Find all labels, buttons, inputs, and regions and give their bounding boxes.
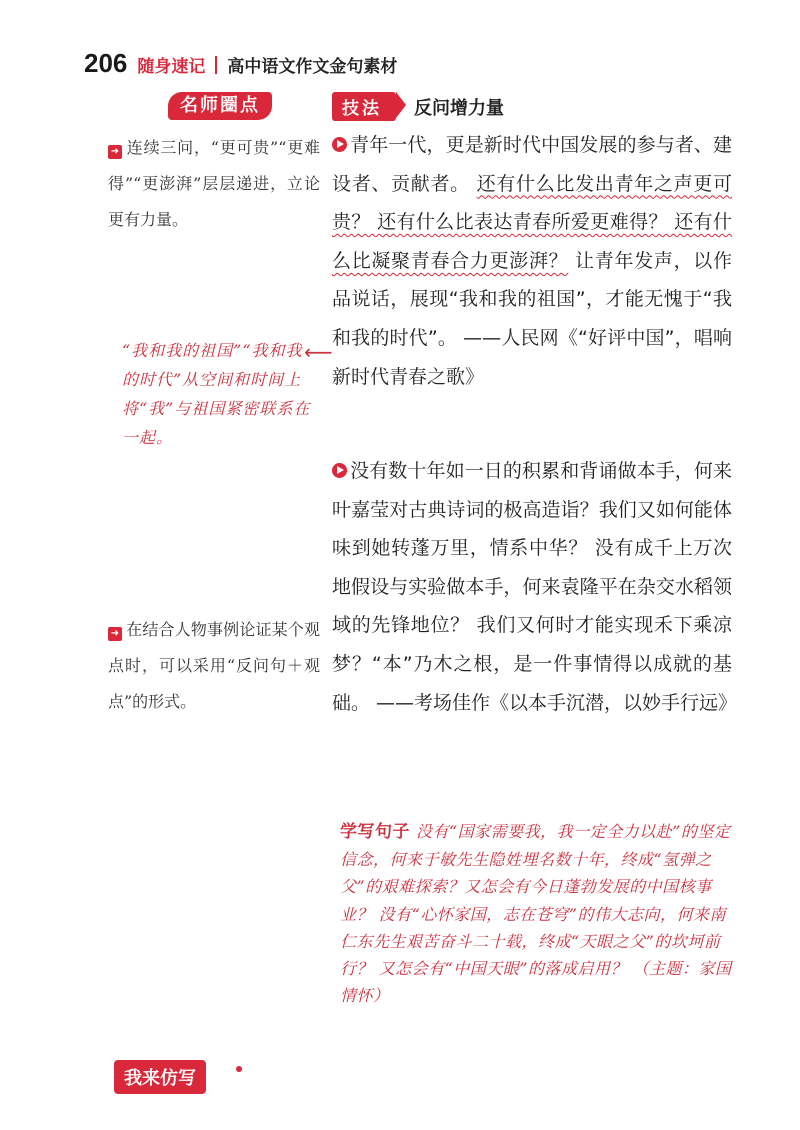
pointer-arrow-icon: ⟵ bbox=[304, 340, 333, 364]
decorative-dot bbox=[236, 1066, 242, 1072]
header-divider bbox=[215, 56, 217, 74]
sidebar-note-2-text: 在结合人物事例论证某个观点时，可以采用“反问句＋观点”的形式。 bbox=[108, 620, 320, 711]
sidebar-note-2 bbox=[108, 612, 320, 720]
technique-title: 反问增力量 bbox=[414, 97, 504, 119]
example-paragraph-1 bbox=[332, 126, 732, 396]
teacher-notes-badge: 名师圈点 bbox=[168, 92, 272, 120]
sidebar-note-1 bbox=[108, 130, 320, 238]
book-subtitle: 高中语文作文金句素材 bbox=[227, 57, 398, 77]
technique-badge: 技法 bbox=[332, 92, 396, 121]
imitate-writing-badge: 我来仿写 bbox=[114, 1060, 206, 1094]
page-number: 206 bbox=[84, 48, 128, 78]
arrow-icon: ➜ bbox=[108, 145, 122, 159]
book-brand: 随身速记 bbox=[137, 57, 206, 77]
arrow-icon: ➜ bbox=[108, 627, 122, 641]
technique-heading bbox=[332, 92, 504, 121]
play-bullet-icon bbox=[332, 463, 347, 478]
sidebar-note-1-text: 连续三问，“更可贵”“更难得”“更澎湃”层层递进，立论更有力量。 bbox=[108, 138, 320, 229]
practice-section bbox=[340, 818, 732, 1009]
handwritten-annotation: “我和我的祖国”“我和我的时代”从空间和时间上将“我”与祖国紧密联系在一起。 bbox=[122, 341, 311, 447]
page-header bbox=[84, 48, 397, 79]
para1-wavy-highlight: 还有什么比发出青年之声更可贵？ 还有什么比表达青春所爱更难得？ 还有什么比凝聚青春合力更澎湃？ bbox=[332, 172, 732, 272]
practice-label: 学写句子 bbox=[340, 822, 410, 842]
example-paragraph-2 bbox=[332, 452, 738, 722]
play-bullet-icon bbox=[332, 137, 347, 152]
practice-text: 没有“国家需要我，我一定全力以赴”的坚定信念，何来于敏先生隐姓埋名数十年，终成“氢弹之父”的艰难探索？又怎会有今日蓬勃发展的中国核事业？ 没有“心怀家国，志在苍穹”的伟大志向，何来南仁东先生艰苦奋斗二十载，终成“天眼之父”的坎坷前行？ 又怎会有“中国天眼”的落成启用？ （主题：家国情怀） bbox=[340, 822, 732, 1006]
para1-lead: 青年一代，更是新时代中国发展的参与者、建设者、贡献者。 bbox=[332, 134, 732, 195]
para1-tail: 让青年发声，以作品说话，展现“我和我的祖国”，才能无愧于“我和我的时代”。 ——人民网《“好评中国”，唱响新时代青春之歌》 bbox=[332, 249, 732, 388]
para2-text: 没有数十年如一日的积累和背诵做本手，何来叶嘉莹对古典诗词的极高造诣？我们又如何能体味到她转蓬万里，情系中华？ 没有成千上万次地假设与实验做本手，何来袁隆平在杂交水稻领域的先锋地位？ 我们又何时才能实现禾下乘凉梦？“本”乃木之根，是一件事情得以成就的基础。 ——考场佳作《以本手沉潜，以妙手行远》 bbox=[332, 460, 738, 714]
